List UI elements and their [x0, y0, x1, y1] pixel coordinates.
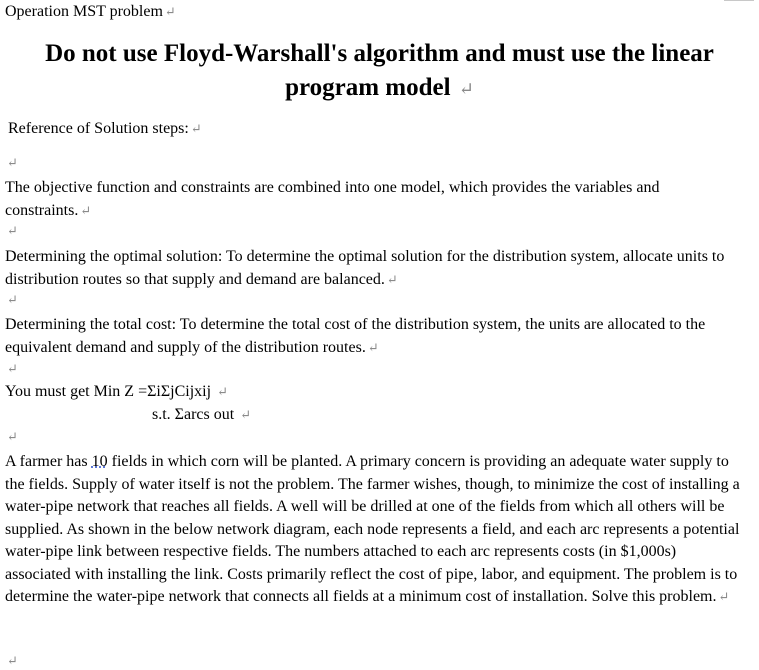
paragraph-mark-icon: ↵: [7, 653, 18, 668]
paragraph-mark-icon: ↵: [190, 121, 202, 136]
paragraph-mark-icon: ↵: [386, 271, 398, 287]
empty-paragraph: [5, 222, 18, 240]
paragraph-mark-icon: ↵: [80, 202, 92, 218]
optimal-solution-paragraph: Determining the optimal solution: To determine the optimal solution for the distribution system, allocate units to distribution routes so that supply and demand are balanced. ↵: [5, 248, 725, 288]
document-title: Operation MST problem ↵: [5, 3, 176, 20]
empty-paragraph: [5, 652, 18, 670]
total-cost-paragraph: Determining the total cost: To determine the total cost of the distribution system, the units are allocated to the equivalent demand and supply of the distribution routes. ↵: [5, 316, 706, 356]
paragraph-mark-icon: ↵: [7, 361, 18, 376]
empty-paragraph: [5, 360, 18, 378]
objective-formula: You must get Min Z =ΣiΣjCijxij ↵: [5, 383, 228, 400]
paragraph-mark-icon: ↵: [367, 339, 379, 355]
problem-statement-paragraph: A farmer has 10 fields in which corn will be planted. A primary concern is providing an adequate water supply to the fields. Supply of water itself is not the problem. The farmer wishes, though, to minimize the cost of installing a water-pipe network that reaches all fields. A well will be drilled at one of the fields from which all others will be supplied. As shown in the below network diagram, each node represents a field, and each arc represents a potential water-pipe link between respective fields. The numbers attached to each arc represents costs (in $1,000s) associated with installing the link. Costs primarily reflect the cost of pipe, labor, and equipment. The problem is to determine the water-pipe network that connects all fields at a minimum cost of installation. Solve this problem. ↵: [5, 453, 740, 605]
paragraph-mark-icon: ↵: [164, 4, 176, 19]
paragraph-mark-icon: ↵: [240, 407, 252, 422]
main-heading: [0, 37, 759, 106]
constraint-formula: s.t. Σarcs out ↵: [152, 406, 252, 423]
top-border-line: [724, 0, 754, 1]
field-count: 10: [91, 453, 108, 470]
paragraph-mark-icon: ↵: [718, 589, 730, 604]
paragraph-mark-icon: ↵: [7, 223, 18, 238]
paragraph-mark-icon: ↵: [458, 79, 474, 99]
heading-line-2: program model ↵: [285, 74, 474, 101]
heading-line-1: Do not use Floyd-Warshall's algorithm and must use the linear: [45, 40, 714, 67]
reference-subheading: Reference of Solution steps: ↵: [8, 120, 202, 137]
paragraph-mark-icon: ↵: [217, 384, 228, 399]
paragraph-mark-icon: ↵: [7, 429, 18, 444]
empty-paragraph: [5, 428, 18, 446]
paragraph-mark-icon: ↵: [7, 155, 18, 170]
empty-paragraph: [5, 154, 18, 172]
paragraph-mark-icon: ↵: [7, 292, 18, 307]
objective-paragraph: The objective function and constraints are combined into one model, which provides the variables and constraints. ↵: [5, 179, 660, 219]
empty-paragraph: [5, 291, 18, 309]
